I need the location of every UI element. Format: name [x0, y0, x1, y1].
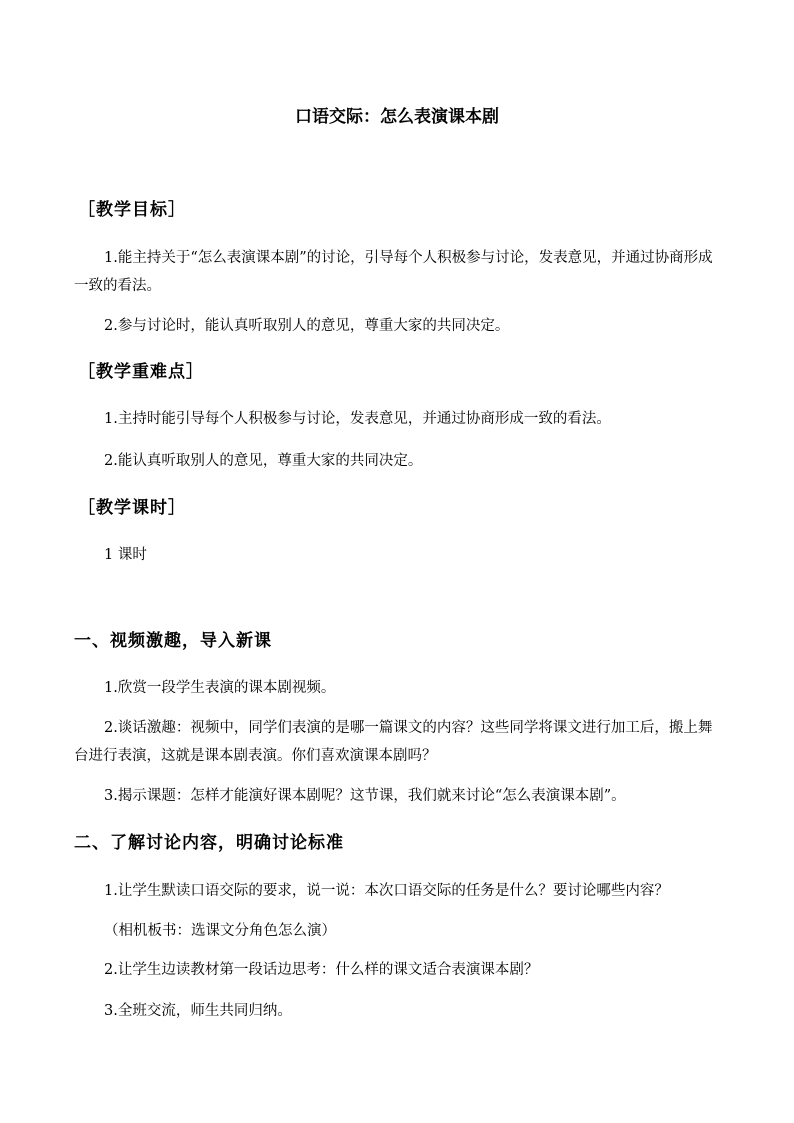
objectives-heading: ［教学目标］ — [78, 200, 186, 220]
section-2-item-1: 1.让学生默读口语交际的要求，说一说：本次口语交际的任务是什么？要讨论哪些内容？ — [104, 883, 669, 899]
document-title: 口语交际：怎么表演课本剧 — [295, 107, 499, 127]
objective-item-2: 2.参与讨论时，能认真听取别人的意见，尊重大家的共同决定。 — [104, 318, 510, 334]
section-1-item-2: 2.谈话激趣：视频中，同学们表演的是哪一篇课文的内容？这些同学将课文进行加工后，搬上舞台进行表演，这就是课本剧表演。你们喜欢演课本剧吗？ — [74, 720, 713, 764]
objective-item-1: 1.能主持关于“怎么表演课本剧”的讨论，引导每个人积极参与讨论，发表意见，并通过协商形成一致的看法。 — [74, 250, 713, 294]
section-2-item-3: 3.全班交流，师生共同归纳。 — [104, 1003, 292, 1019]
key-point-item-2: 2.能认真听取别人的意见，尊重大家的共同决定。 — [104, 453, 423, 469]
key-point-item-1: 1.主持时能引导每个人积极参与讨论，发表意见，并通过协商形成一致的看法。 — [104, 411, 611, 427]
section-2-heading: 二、了解讨论内容，明确讨论标准 — [74, 833, 344, 853]
section-2-board-note: （相机板书：选课文分角色怎么演） — [104, 923, 336, 939]
section-1-heading: 一、视频激趣，导入新课 — [74, 631, 272, 651]
section-2-item-2: 2.让学生边读教材第一段话边思考：什么样的课文适合表演课本剧？ — [104, 962, 539, 978]
class-hours-heading: ［教学课时］ — [78, 498, 186, 518]
key-points-heading: ［教学重难点］ — [78, 362, 204, 382]
section-1-item-3: 3.揭示课题：怎样才能演好课本剧呢？这节课，我们就来讨论“怎么表演课本剧”。 — [104, 788, 626, 804]
section-1-item-1: 1.欣赏一段学生表演的课本剧视频。 — [104, 680, 336, 696]
class-hours-value: 1 课时 — [104, 547, 147, 563]
